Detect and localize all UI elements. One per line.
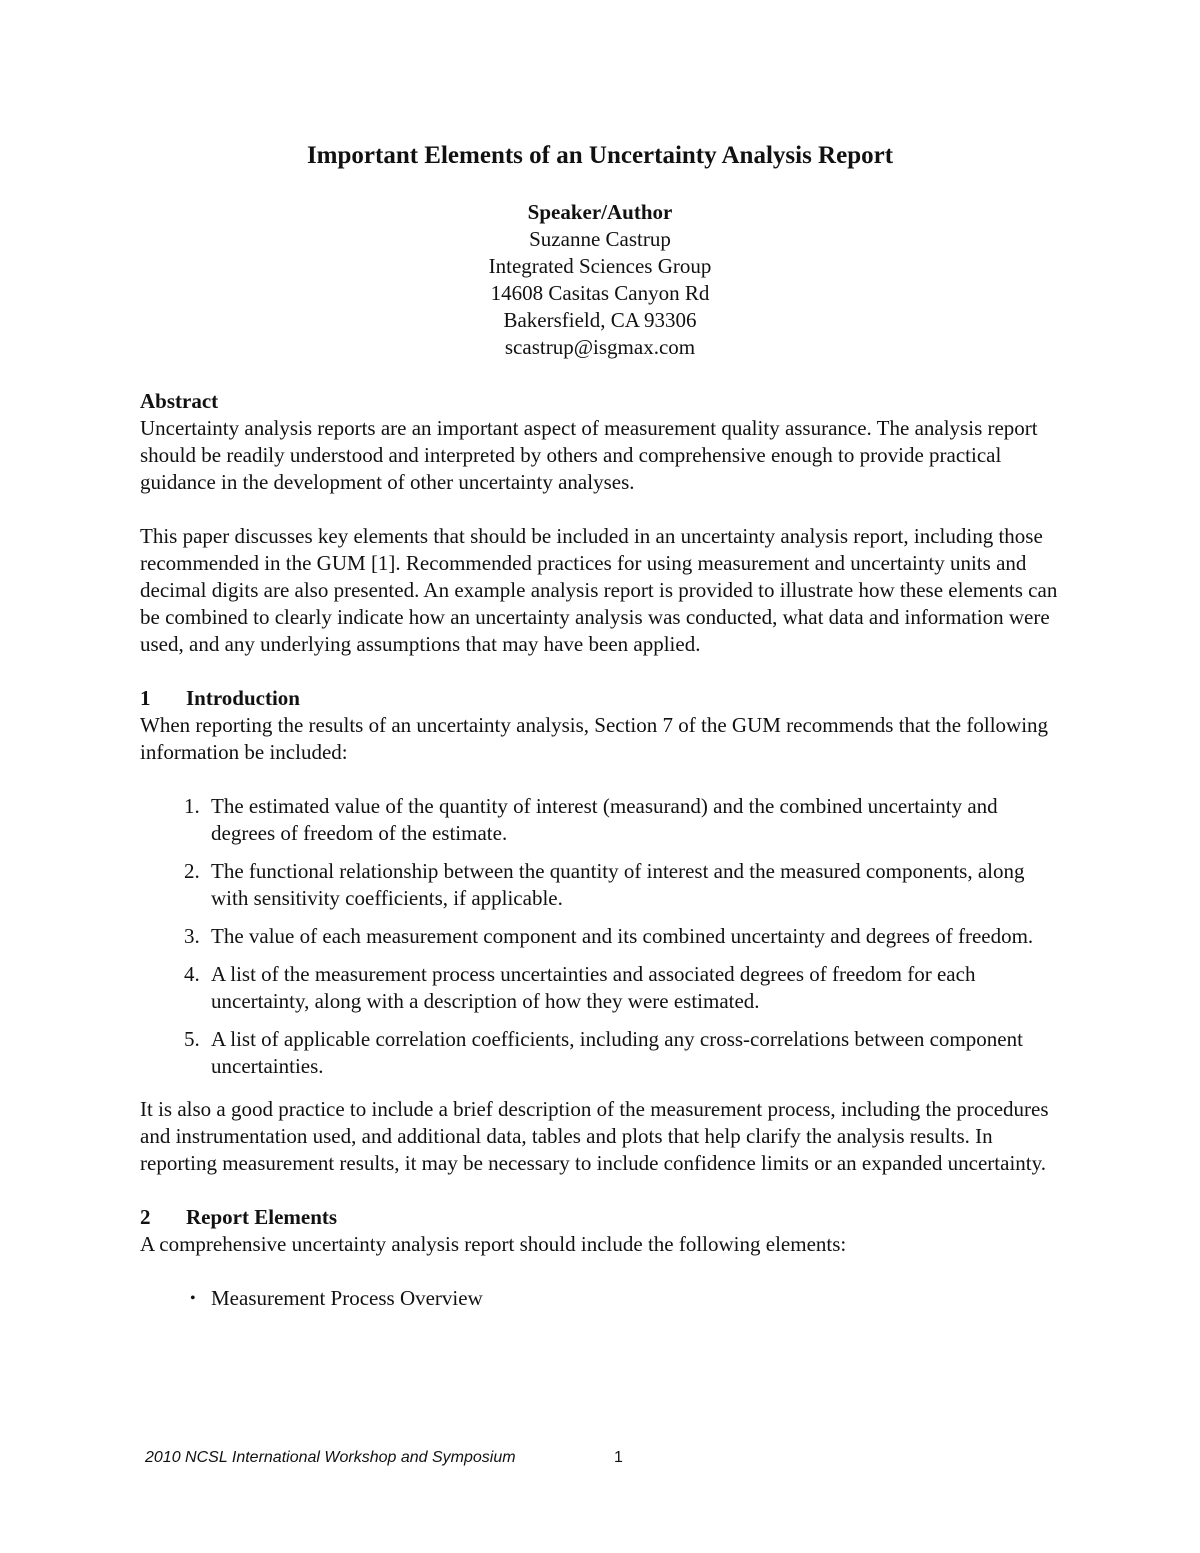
list-item-marker: 4. bbox=[184, 962, 200, 986]
author-name: Suzanne Castrup bbox=[529, 227, 671, 251]
list-item-marker: 2. bbox=[184, 859, 200, 883]
abstract-paragraph-1: Uncertainty analysis reports are an important aspect of measurement quality assurance. The analysis report should be readily understood and interpreted by others and comprehensive enough to provide practical guidance in the development of other uncertainty analyses. bbox=[140, 416, 1038, 494]
section-2-number: 2 bbox=[140, 1205, 151, 1229]
gum-requirements-list bbox=[140, 793, 1060, 1080]
author-email: scastrup@isgmax.com bbox=[504, 335, 696, 359]
section-2-heading bbox=[140, 1204, 1060, 1231]
list-item-text: Measurement Process Overview bbox=[211, 1286, 483, 1310]
page-footer bbox=[145, 1449, 625, 1467]
list-item-text: A list of the measurement process uncertainties and associated degrees of freedom for each uncertainty, along with a description of how they were estimated. bbox=[211, 962, 976, 1013]
list-item-text: The estimated value of the quantity of interest (measurand) and the combined uncertainty and degrees of freedom of the estimate. bbox=[211, 794, 998, 845]
section-1-closing: It is also a good practice to include a brief description of the measurement process, including the procedures and instrumentation used, and additional data, tables and plots that help clarify the analysis results. In reporting measurement results, it may be necessary to include confidence limits or an expanded uncertainty. bbox=[140, 1097, 1049, 1175]
list-item bbox=[140, 858, 1060, 912]
list-item bbox=[140, 923, 1060, 950]
section-2-intro: A comprehensive uncertainty analysis report should include the following elements: bbox=[140, 1232, 847, 1256]
author-street: 14608 Casitas Canyon Rd bbox=[490, 281, 710, 305]
list-item bbox=[140, 961, 1060, 1015]
list-item-text: The value of each measurement component and its combined uncertainty and degrees of freedom. bbox=[211, 924, 1034, 948]
page-number: 1 bbox=[614, 1449, 623, 1466]
author-heading: Speaker/Author bbox=[527, 200, 673, 224]
list-item-text: A list of applicable correlation coefficients, including any cross-correlations between component uncertainties. bbox=[211, 1027, 1023, 1078]
list-item bbox=[140, 1026, 1060, 1080]
paper-title: Important Elements of an Uncertainty Analysis Report bbox=[306, 142, 894, 169]
footer-text: 2010 NCSL International Workshop and Symposium bbox=[145, 1449, 516, 1466]
author-city: Bakersfield, CA 93306 bbox=[503, 308, 697, 332]
list-item bbox=[140, 793, 1060, 847]
author-block bbox=[140, 199, 1060, 361]
section-1-number: 1 bbox=[140, 686, 151, 710]
author-organization: Integrated Sciences Group bbox=[488, 254, 712, 278]
report-elements-list bbox=[140, 1285, 1060, 1312]
bullet-marker: • bbox=[190, 1290, 196, 1307]
list-item-marker: 3. bbox=[184, 924, 200, 948]
section-1-title: Introduction bbox=[186, 686, 300, 710]
abstract-heading: Abstract bbox=[140, 389, 219, 413]
list-item bbox=[140, 1285, 1060, 1312]
list-item-text: The functional relationship between the quantity of interest and the measured components, along with sensitivity coefficients, if applicable. bbox=[211, 859, 1025, 910]
abstract-paragraph-2: This paper discusses key elements that should be included in an uncertainty analysis report, including those recommended in the GUM [1]. Recommended practices for using measurement and uncertainty units and decimal digits are also presented. An example analysis report is provided to illustrate how these elements can be combined to clearly indicate how an uncertainty analysis was conducted, what data and information were used, and any underlying assumptions that may have been applied. bbox=[140, 524, 1058, 656]
list-item-marker: 5. bbox=[184, 1027, 200, 1051]
list-item-marker: 1. bbox=[184, 794, 200, 818]
section-1-intro: When reporting the results of an uncertainty analysis, Section 7 of the GUM recommends that the following information be included: bbox=[140, 713, 1049, 764]
page-content bbox=[140, 140, 1060, 1312]
section-1-heading bbox=[140, 685, 1060, 712]
section-2-title: Report Elements bbox=[186, 1205, 338, 1229]
